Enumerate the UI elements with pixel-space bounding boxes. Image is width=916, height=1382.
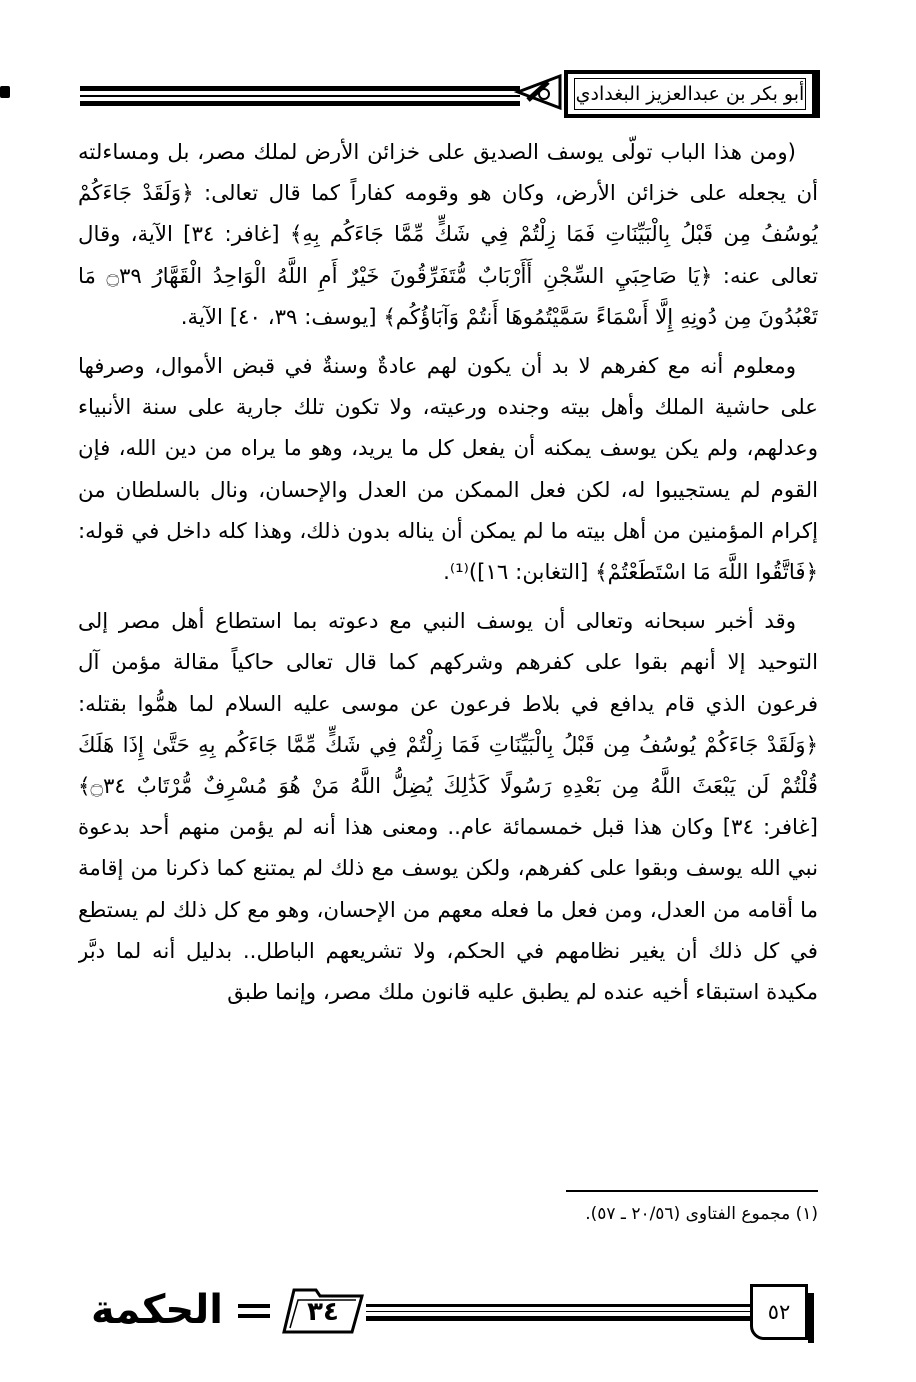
header-rule	[80, 86, 520, 108]
margin-mark	[0, 86, 10, 98]
running-header-box	[564, 70, 816, 118]
paragraph-3: وقد أخبر سبحانه وتعالى أن يوسف النبي مع دعوته بما استطاع أهل مصر إلى التوحيد إلا أنهم بقوا على كفرهم وشركهم كما قال تعالى حاكياً مقالة مؤمن آل فرعون الذي قام يدافع في بلاط فرعون عن موسى عليه السلام لما همُّوا بقتله: ﴿وَلَقَدْ جَاءَكُمْ يُوسُفُ مِن قَبْلُ بِالْبَيِّنَاتِ فَمَا زِلْتُمْ فِي شَكٍّ مِّمَّا جَاءَكُم بِهِ حَتَّىٰ إِذَا هَلَكَ قُلْتُمْ لَن يَبْعَثَ اللَّهُ مِن بَعْدِهِ رَسُولًا كَذَٰلِكَ يُضِلُّ اللَّهُ مَنْ هُوَ مُسْرِفٌ مُّرْتَابٌ ۝٣٤﴾ [غافر: ٣٤] وكان هذا قبل خمسمائة عام.. ومعنى هذا أنه لم يؤمن منهم أحد بدعوة نبي الله يوسف وبقوا على كفرهم، ولكن يوسف مع ذلك لم يمتنع كما ذكرنا من إقامة ما أقامه من العدل، ومن فعل ما فعله معهم من الإحسان، وهو مع كل ذلك لم يستطع في كل ذلك أن يغير نظامهم في الحكم، ولا تشريعهم الباطل.. بدليل أنه لما دبَّر مكيدة استبقاء أخيه عنده لم يطبق عليه قانون ملك مصر، وإنما طبق	[78, 609, 818, 1006]
footnote: (١) مجموع الفتاوى (٢٠/٥٦ ـ ٥٧).	[585, 1204, 818, 1224]
main-text	[78, 132, 818, 1174]
page-number-box	[750, 1284, 808, 1340]
paragraph-1: (ومن هذا الباب تولّى يوسف الصديق على خزائن الأرض لملك مصر، بل ومساءلته أن يجعله على خزائن الأرض، وكان هو وقومه كفاراً كما قال تعالى: ﴿وَلَقَدْ جَاءَكُمْ يُوسُفُ مِن قَبْلُ بِالْبَيِّنَاتِ فَمَا زِلْتُمْ فِي شَكٍّ مِّمَّا جَاءَكُم بِهِ﴾ [غافر: ٣٤] الآية، وقال تعالى عنه: ﴿يَا صَاحِبَيِ السِّجْنِ أَأَرْبَابٌ مُّتَفَرِّقُونَ خَيْرٌ أَمِ اللَّهُ الْوَاحِدُ الْقَهَّارُ ۝٣٩ مَا تَعْبُدُونَ مِن دُونِهِ إِلَّا أَسْمَاءً سَمَّيْتُمُوهَا أَنتُمْ وَآبَاؤُكُم﴾ [يوسف: ٣٩، ٤٠] الآية.	[78, 140, 818, 330]
footnote-separator	[566, 1190, 818, 1192]
footer-rule	[366, 1304, 750, 1324]
magazine-logo: الحكمة	[91, 1287, 223, 1333]
pen-ornament-icon	[514, 72, 564, 112]
header-box-shadow	[814, 70, 820, 118]
page-number: ٥٢	[767, 1300, 791, 1324]
footer-equals-mark	[238, 1304, 270, 1320]
running-header-title: أبو بكر بن عبدالعزيز البغدادي	[575, 83, 805, 105]
issue-number: ٣٤	[307, 1297, 339, 1327]
paragraph-2: ومعلوم أنه مع كفرهم لا بد أن يكون لهم عادةٌ وسنةٌ في قبض الأموال، وصرفها على حاشية الملك وأهل بيته وجنده ورعيته، ولا تكون تلك جارية على سنة الأنبياء وعدلهم، ولم يكن يوسف يمكنه أن يفعل كل ما يريد، وهو ما يراه من دين الله، فإن القوم لم يستجيبوا له، لكن فعل الممكن من العدل والإحسان، ونال بالسلطان من إكرام المؤمنين من أهل بيته ما لم يمكن أن يناله بدون ذلك، وهذا كله داخل في قوله: ﴿فَاتَّقُوا اللَّهَ مَا اسْتَطَعْتُمْ﴾ [التغابن: ١٦])⁽¹⁾.	[78, 354, 818, 586]
